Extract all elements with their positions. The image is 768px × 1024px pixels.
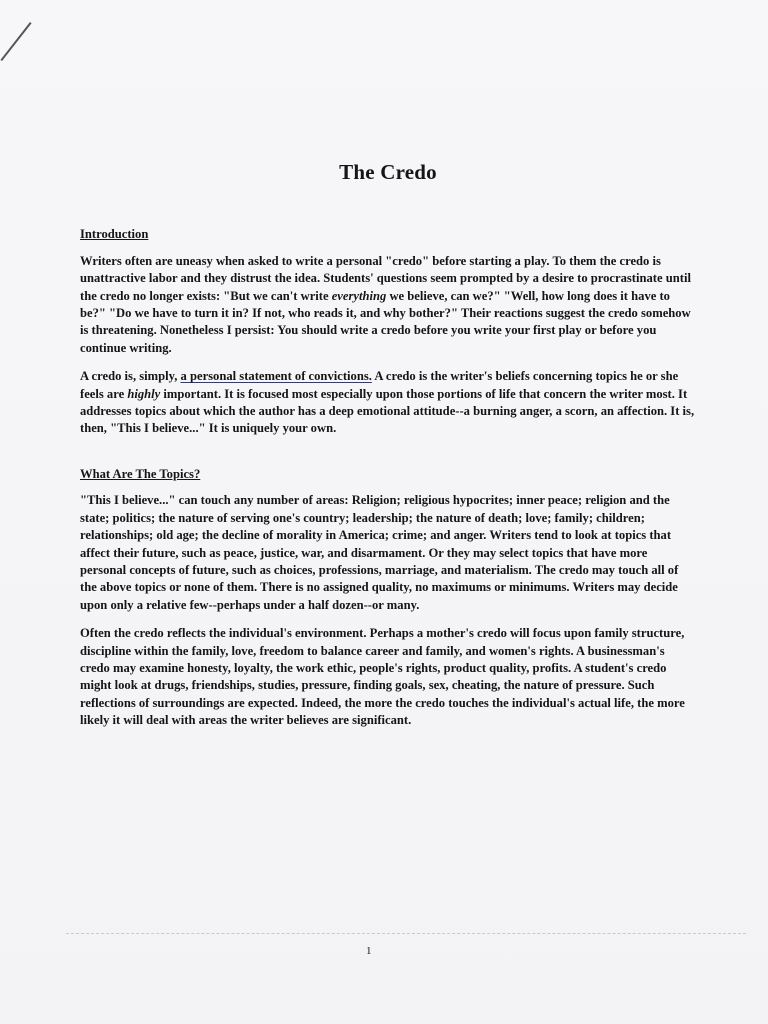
paragraph bbox=[80, 625, 696, 729]
paragraph bbox=[80, 492, 696, 614]
section-heading: Introduction bbox=[80, 227, 149, 242]
text-segment: A credo is, simply, bbox=[80, 369, 181, 384]
paragraph bbox=[80, 253, 696, 357]
text-segment: Writers often are uneasy when asked to write a personal "credo" before starting a play. To them the credo is unattractive labor and they distrust the idea. Students' questions seem prompted by a desire to procrastinate until the credo no longer exists: "But we can't write bbox=[80, 253, 691, 303]
emphasized-text: everything bbox=[331, 288, 387, 303]
document-body bbox=[80, 150, 696, 741]
text-segment: A credo is the writer's beliefs concerning topics he or she feels are bbox=[80, 369, 679, 401]
text-segment: we believe, can we?" "Well, how long does it have to be?" "Do we have to turn it in? If not, who reads it, and why bother?" Their reactions suggest the credo somehow is threatening. Nonetheless I persist: You should write a credo before you write your first play or before you continue writing. bbox=[80, 288, 691, 355]
footer-divider bbox=[66, 933, 746, 934]
section-introduction bbox=[80, 226, 696, 437]
section-topics bbox=[80, 466, 696, 730]
underlined-text: a personal statement of convictions. bbox=[180, 369, 372, 384]
text-segment: "This I believe..." can touch any number of areas: Religion; religious hypocrites; inner peace; religion and the state; politics; the nature of serving one's country; leadership; the nature of death; love; family; children; relationships; old age; the decline of morality in America; crime; and anger. Writers tend to look at topics that affect their future, such as peace, justice, war, and disarmament. Or they may select topics that have more personal concepts of future, such as choices, professions, marriage, and materialism. The credo may touch all of the above topics or none of them. There is no assigned quality, no maximums or minimums. Writers may decide upon only a relative few--perhaps under a half dozen--or many. bbox=[80, 493, 679, 612]
paragraph bbox=[80, 368, 696, 438]
section-heading: What Are The Topics? bbox=[80, 466, 201, 481]
text-segment: Often the credo reflects the individual's environment. Perhaps a mother's credo will focus upon family structure, discipline within the family, love, freedom to balance career and family, and women's rights. A businessman's credo may examine honesty, loyalty, the work ethic, people's rights, product quality, profits. A student's credo might look at drugs, friendships, studies, pressure, finding goals, sex, cheating, the nature of pressure. Such reflections of surroundings are expected. Indeed, the more the credo touches the individual's actual life, the more likely it will deal with areas the writer believes are significant. bbox=[80, 626, 685, 728]
emphasized-text: highly bbox=[127, 386, 161, 401]
page-title: The Credo bbox=[339, 160, 437, 184]
text-segment: important. It is focused most especially upon those portions of life that concern the writer most. It addresses topics about which the author has a deep emotional attitude--a burning anger, a scorn, an affection. It is, then, "This I believe..." It is uniquely your own. bbox=[80, 386, 695, 436]
pen-mark bbox=[0, 22, 31, 61]
page-number: 1 bbox=[366, 945, 372, 957]
